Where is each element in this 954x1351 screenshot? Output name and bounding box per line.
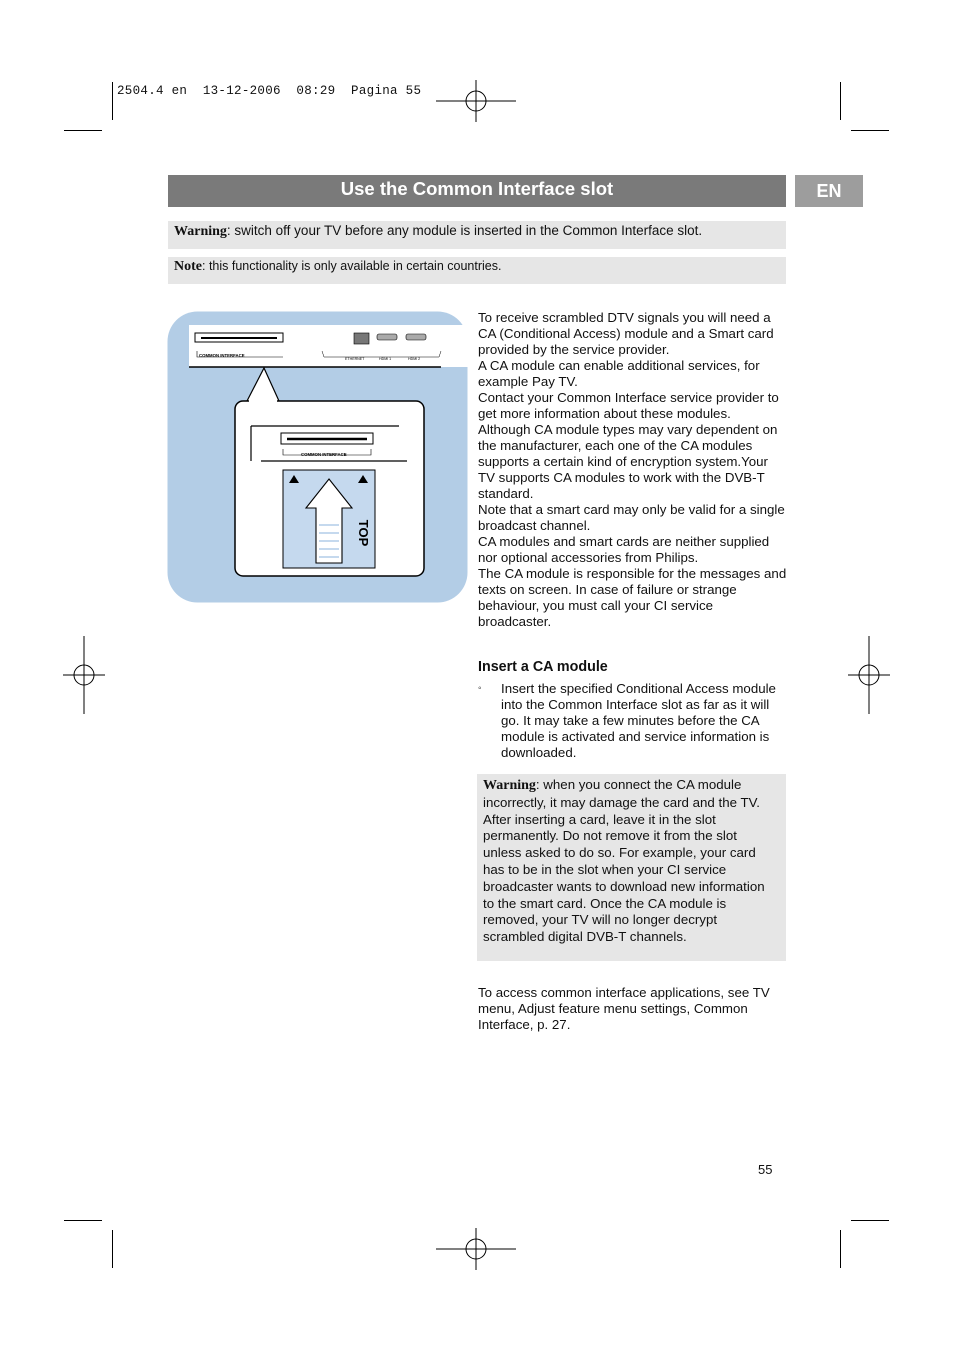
page-title: Use the Common Interface slot xyxy=(340,178,614,199)
ethernet-port-label: ETHERNET xyxy=(345,357,365,361)
title-bar xyxy=(168,175,786,207)
bullet-text: Insert the specified Conditional Access module into the Common Interface slot as far as it will go. It may take a few minutes before the CA module is activated and service information is downloaded. xyxy=(501,681,776,760)
paragraph: A CA module can enable additional services, for example Pay TV. xyxy=(478,358,760,389)
crop-mark-bottom-left-v xyxy=(112,1230,113,1268)
print-header: 2504.4 en 13-12-2006 08:29 Pagina 55 xyxy=(117,84,422,98)
slot-label-top: COMMON INTERFACE xyxy=(199,353,245,358)
paragraph: To receive scrambled DTV signals you will need a CA (Conditional Access) module and a Smart card provided by the service provider. xyxy=(478,310,774,357)
ci-slot-illustration xyxy=(167,311,468,603)
note-notice xyxy=(168,257,786,284)
crop-mark-bottom-right-v xyxy=(840,1230,841,1268)
slot-label-zoom: COMMON INTERFACE xyxy=(301,452,347,457)
registration-mark-left xyxy=(63,636,105,714)
language-tab xyxy=(795,175,863,207)
crop-mark-top-right-v xyxy=(840,82,841,120)
crop-mark-bottom-right-h xyxy=(851,1220,889,1221)
bullet-icon: ◦ xyxy=(478,683,482,694)
ca-card xyxy=(283,470,375,568)
ethernet-port-icon xyxy=(354,333,369,344)
crop-mark-top-right-h xyxy=(851,130,889,131)
section-heading: Insert a CA module xyxy=(478,659,608,675)
warning-label: Warning xyxy=(174,224,227,239)
intro-text xyxy=(478,310,788,630)
hdmi2-port-icon xyxy=(406,334,426,340)
tv-back-panel xyxy=(189,325,468,367)
footer-note: To access common interface applications, see TV menu, Adjust feature menu settings, Common Interface, p. 27. xyxy=(478,985,770,1032)
crop-mark-top-left-v xyxy=(112,82,113,120)
card-top-label: TOP xyxy=(356,519,371,547)
registration-mark-bottom xyxy=(436,1228,516,1270)
registration-mark-right xyxy=(848,636,890,714)
warning-text: : switch off your TV before any module is inserted in the Common Interface slot. xyxy=(226,223,703,238)
note-label: Note xyxy=(174,259,202,274)
warning-box-label: Warning xyxy=(483,778,536,793)
note-text: : this functionality is only available in certain countries. xyxy=(202,259,502,273)
hdmi1-port-label: HDMI 1 xyxy=(379,357,392,361)
paragraph: Although CA module types may vary dependent on the manufacturer, each one of the CA modules supports a certain kind of encryption system.Your TV supports CA modules to work with the DVB-T standard. xyxy=(478,422,778,501)
warning-box-content xyxy=(483,777,778,946)
paragraph: Note that a smart card may only be valid for a single broadcast channel. xyxy=(478,502,785,533)
hdmi1-port-icon xyxy=(377,334,397,340)
paragraph: The CA module is responsible for the messages and texts on screen. In case of failure or strange behaviour, you must call your CI service broadcaster. xyxy=(478,566,787,629)
warning-notice xyxy=(168,221,786,249)
hdmi2-port-label: HDMI 2 xyxy=(408,357,421,361)
crop-mark-bottom-left-h xyxy=(64,1220,102,1221)
crop-mark-top-left-h xyxy=(64,130,102,131)
registration-mark-top xyxy=(436,80,516,122)
paragraph: Contact your Common Interface service provider to get more information about these modules. xyxy=(478,390,779,421)
paragraph: CA modules and smart cards are neither supplied nor optional accessories from Philips. xyxy=(478,534,770,565)
page-number: 55 xyxy=(758,1162,773,1177)
warning-box-text: : when you connect the CA module incorrectly, it may damage the card and the TV. After inserting a card, leave it in the slot permanently. Do not remove it from the slot unless asked to do so. For example, your card has to be in the slot when your CI service broadcaster wants to download new information to the smart card. Once the CA module is removed, your TV will no longer decrypt scrambled digital DVB-T channels. xyxy=(483,777,765,945)
language-tab-label: EN xyxy=(816,181,842,201)
warning-box xyxy=(477,774,786,961)
